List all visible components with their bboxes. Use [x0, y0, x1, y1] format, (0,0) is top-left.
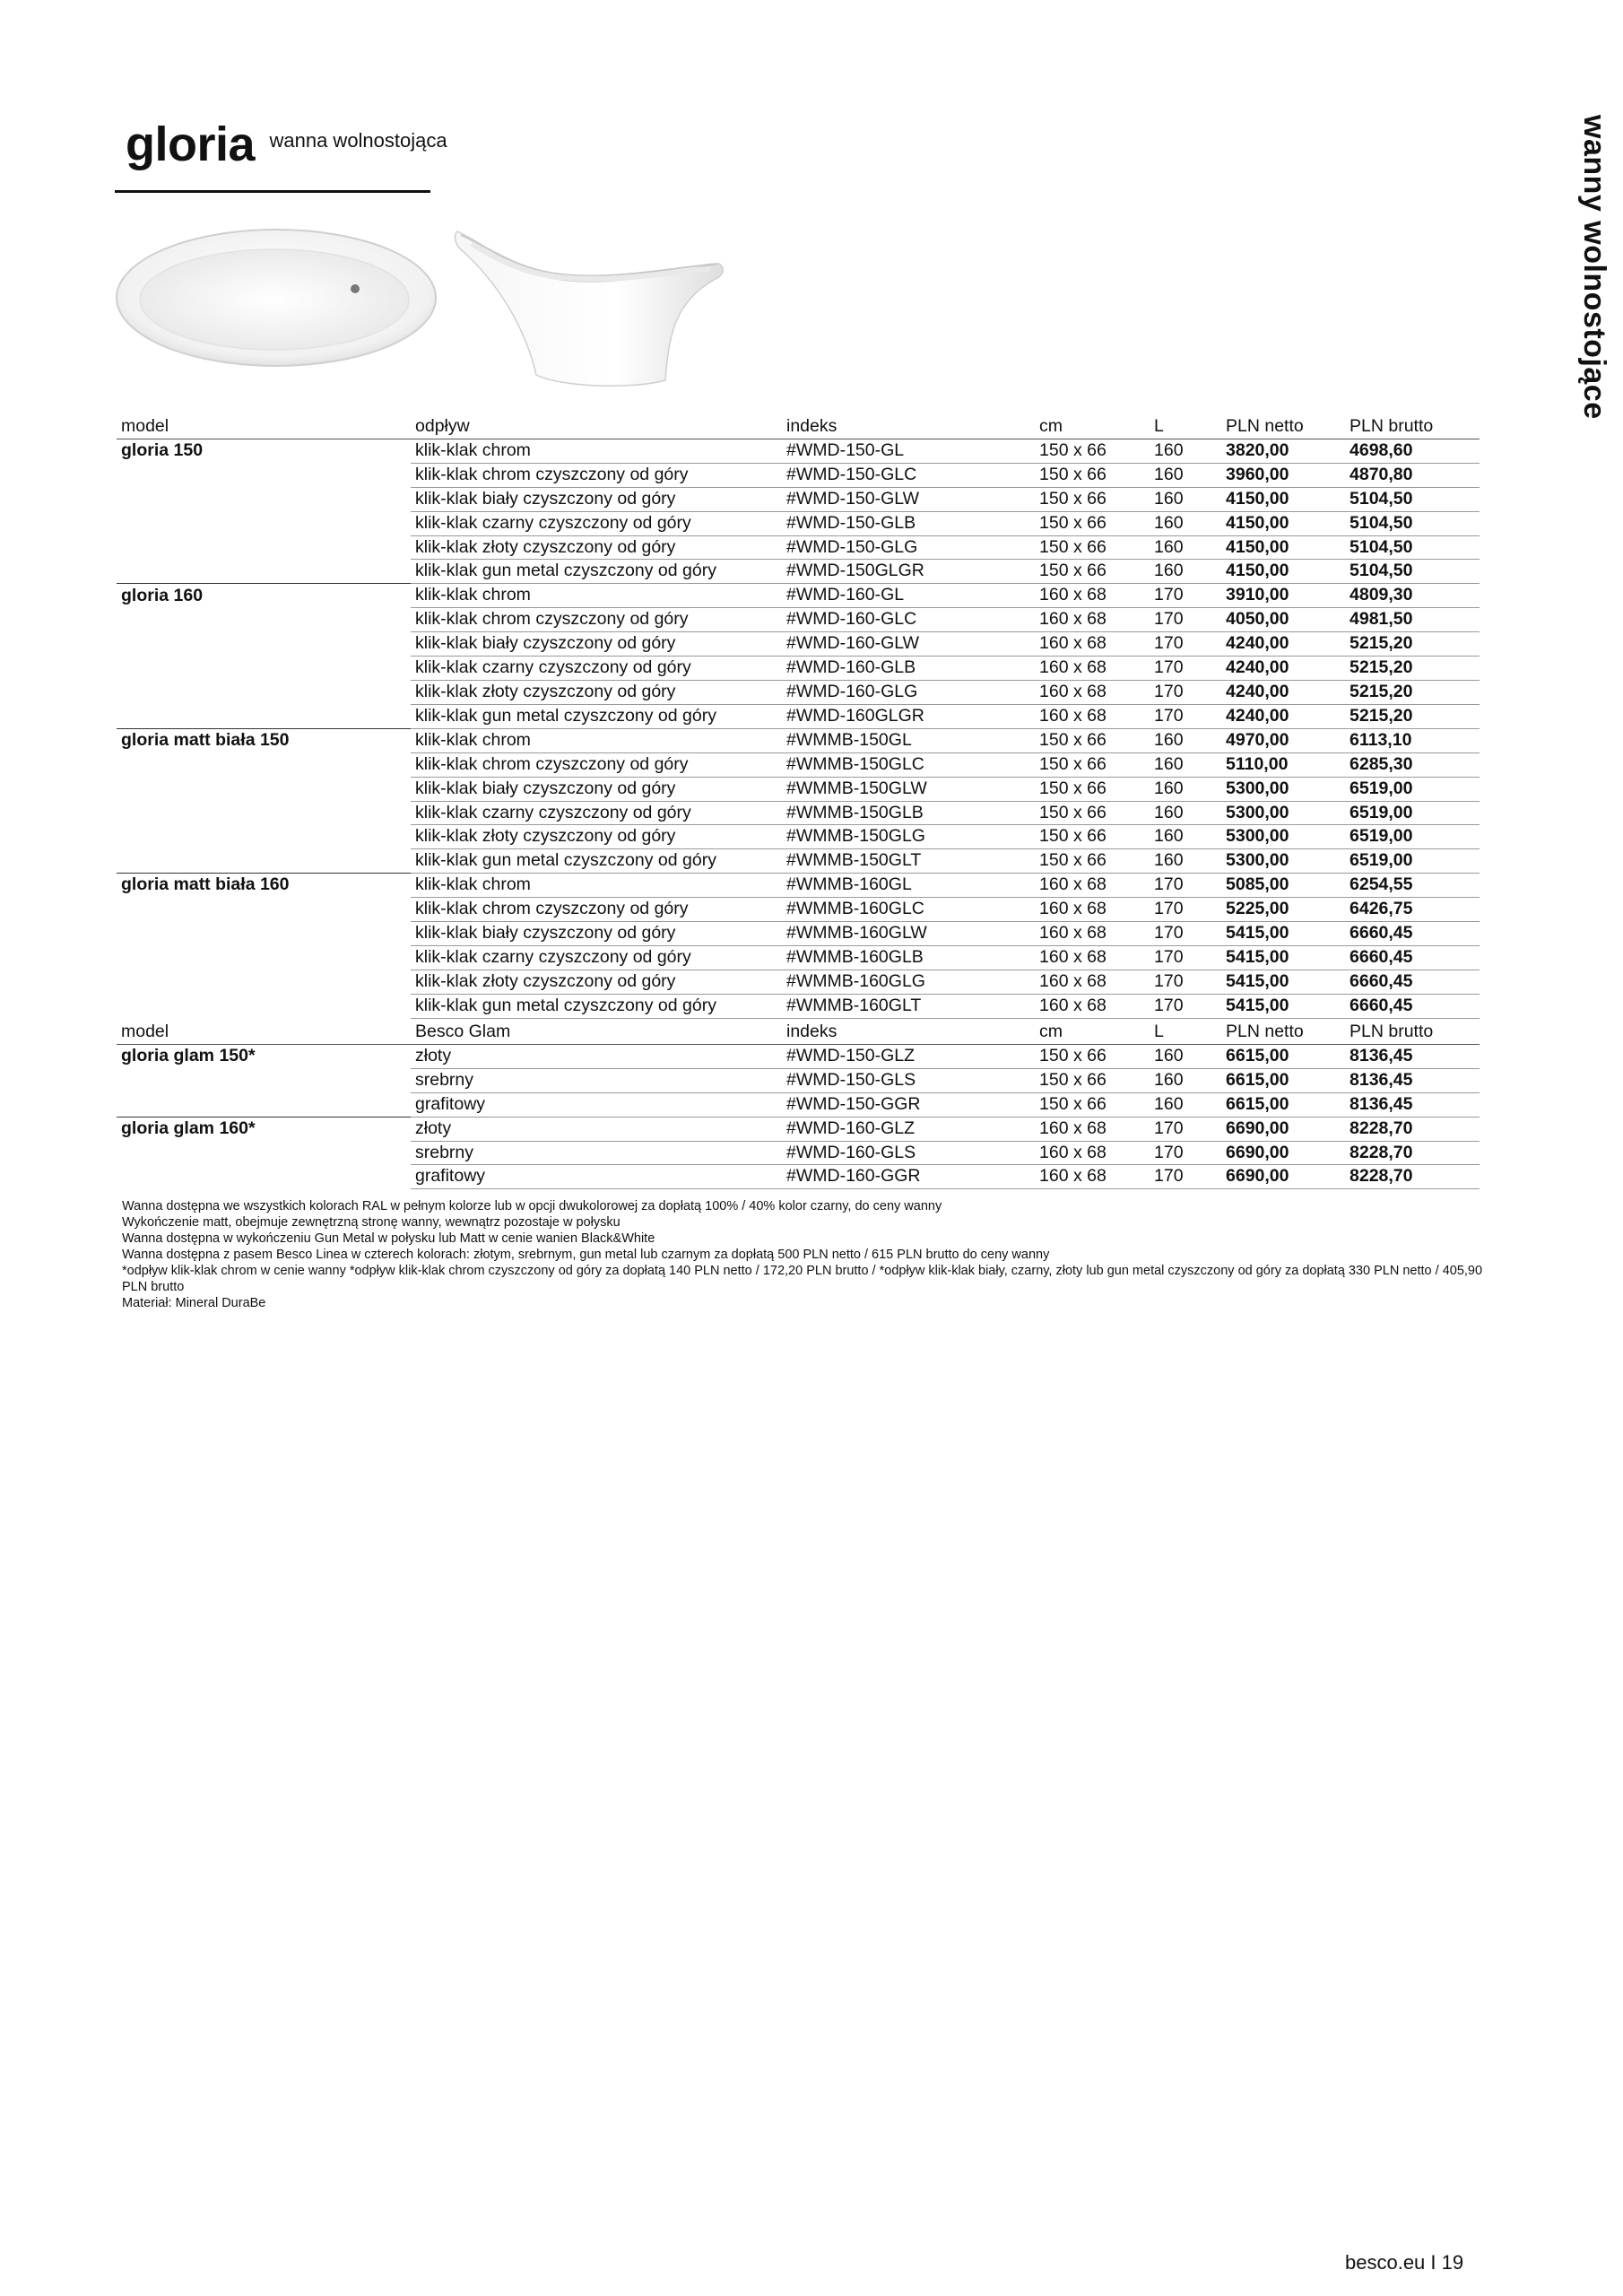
table-row	[117, 801, 1480, 825]
page-number: 19	[1441, 2251, 1464, 2274]
cell-net-price: 5225,00	[1221, 898, 1345, 922]
cell-drain: grafitowy	[411, 1092, 782, 1117]
cell-size: 150 x 66	[1035, 1068, 1150, 1092]
cell-volume: 160	[1150, 801, 1221, 825]
cell-gross-price: 5104,50	[1345, 560, 1480, 584]
cell-net-price: 3960,00	[1221, 463, 1345, 487]
cell-drain: klik-klak biały czyszczony od góry	[411, 777, 782, 801]
table-row	[117, 608, 1480, 632]
cell-size: 150 x 66	[1035, 560, 1150, 584]
cell-index: #WMD-150-GLZ	[782, 1044, 1035, 1068]
cell-gross-price: 8136,45	[1345, 1068, 1480, 1092]
cell-index: #WMD-150-GL	[782, 439, 1035, 463]
col-header-drain: odpływ	[411, 415, 782, 439]
cell-size: 160 x 68	[1035, 704, 1150, 728]
cell-size: 160 x 68	[1035, 970, 1150, 994]
cell-drain: klik-klak chrom	[411, 439, 782, 463]
cell-volume: 160	[1150, 752, 1221, 777]
cell-index: #WMMB-160GLC	[782, 898, 1035, 922]
cell-model	[117, 898, 411, 922]
cell-volume: 170	[1150, 945, 1221, 970]
cell-drain: klik-klak czarny czyszczony od góry	[411, 657, 782, 681]
cell-net-price: 6615,00	[1221, 1092, 1345, 1117]
cell-size: 160 x 68	[1035, 632, 1150, 657]
cell-drain: złoty	[411, 1044, 782, 1068]
cell-size: 150 x 66	[1035, 849, 1150, 874]
cell-size: 150 x 66	[1035, 777, 1150, 801]
cell-model	[117, 945, 411, 970]
cell-net-price: 6690,00	[1221, 1165, 1345, 1189]
cell-volume: 170	[1150, 584, 1221, 608]
cell-gross-price: 6426,75	[1345, 898, 1480, 922]
cell-index: #WMD-150-GLB	[782, 511, 1035, 535]
table-row	[117, 994, 1480, 1018]
cell-gross-price: 4870,80	[1345, 463, 1480, 487]
cell-index: #WMMB-160GL	[782, 874, 1035, 898]
cell-index: #WMD-160-GGR	[782, 1165, 1035, 1189]
cell-net-price: 5300,00	[1221, 825, 1345, 849]
cell-index: #WMMB-160GLG	[782, 970, 1035, 994]
table-row	[117, 1117, 1480, 1141]
cell-volume: 170	[1150, 608, 1221, 632]
cell-gross-price: 8136,45	[1345, 1092, 1480, 1117]
cell-model: gloria glam 160*	[117, 1117, 411, 1141]
table-row	[117, 849, 1480, 874]
cell-gross-price: 8228,70	[1345, 1165, 1480, 1189]
cell-volume: 160	[1150, 728, 1221, 752]
cell-drain: grafitowy	[411, 1165, 782, 1189]
cell-net-price: 4240,00	[1221, 632, 1345, 657]
cell-gross-price: 5215,20	[1345, 680, 1480, 704]
cell-gross-price: 8228,70	[1345, 1141, 1480, 1165]
cell-drain: klik-klak chrom czyszczony od góry	[411, 608, 782, 632]
cell-size: 150 x 66	[1035, 511, 1150, 535]
cell-index: #WMD-160-GLC	[782, 608, 1035, 632]
cell-index: #WMMB-150GL	[782, 728, 1035, 752]
footnote: *odpływ klik-klak chrom w cenie wanny *odpływ klik-klak chrom czyszczony od góry za dopłatą 140 PLN netto / 172,20 PLN brutto / *odpływ klik-klak biały, czarny, złoty lub gun metal czyszczony od góry za dopłatą 330 PLN netto / 405,90 PLN brutto	[122, 1264, 1483, 1294]
cell-drain: klik-klak gun metal czyszczony od góry	[411, 994, 782, 1018]
product-title: gloria	[126, 117, 256, 171]
cell-size: 150 x 66	[1035, 1092, 1150, 1117]
website-link[interactable]: besco.eu	[1345, 2251, 1426, 2274]
cell-size: 160 x 68	[1035, 898, 1150, 922]
table-row	[117, 1165, 1480, 1189]
table-row	[117, 970, 1480, 994]
cell-net-price: 5300,00	[1221, 849, 1345, 874]
cell-net-price: 3910,00	[1221, 584, 1345, 608]
page-footer	[1345, 2251, 1463, 2274]
cell-size: 150 x 66	[1035, 1044, 1150, 1068]
cell-size: 150 x 66	[1035, 801, 1150, 825]
cell-net-price: 5415,00	[1221, 970, 1345, 994]
cell-gross-price: 5215,20	[1345, 657, 1480, 681]
table-row	[117, 1141, 1480, 1165]
col-header-gross-price: PLN brutto	[1345, 415, 1480, 439]
table-row	[117, 704, 1480, 728]
cell-gross-price: 6519,00	[1345, 801, 1480, 825]
cell-net-price: 4150,00	[1221, 535, 1345, 560]
table-header-row	[117, 415, 1480, 439]
cell-net-price: 5300,00	[1221, 801, 1345, 825]
table-row	[117, 874, 1480, 898]
cell-index: #WMMB-160GLW	[782, 922, 1035, 946]
cell-volume: 160	[1150, 511, 1221, 535]
cell-gross-price: 4698,60	[1345, 439, 1480, 463]
col-header-net-price: PLN netto	[1221, 415, 1345, 439]
cell-size: 160 x 68	[1035, 584, 1150, 608]
cell-index: #WMMB-150GLT	[782, 849, 1035, 874]
col-header-index: indeks	[782, 415, 1035, 439]
cell-net-price: 5300,00	[1221, 777, 1345, 801]
cell-index: #WMD-150GLGR	[782, 560, 1035, 584]
cell-drain: srebrny	[411, 1068, 782, 1092]
product-subtitle: wanna wolnostojąca	[269, 129, 447, 152]
cell-drain: klik-klak czarny czyszczony od góry	[411, 945, 782, 970]
cell-model	[117, 994, 411, 1018]
cell-drain: klik-klak złoty czyszczony od góry	[411, 825, 782, 849]
cell-index: #WMMB-150GLB	[782, 801, 1035, 825]
cell-net-price: 4150,00	[1221, 487, 1345, 511]
table-row	[117, 1068, 1480, 1092]
cell-model	[117, 657, 411, 681]
cell-size: 160 x 68	[1035, 945, 1150, 970]
cell-index: #WMD-150-GGR	[782, 1092, 1035, 1117]
col-header-volume: L	[1150, 1021, 1221, 1044]
cell-net-price: 5415,00	[1221, 994, 1345, 1018]
cell-net-price: 4050,00	[1221, 608, 1345, 632]
cell-drain: klik-klak gun metal czyszczony od góry	[411, 704, 782, 728]
cell-model	[117, 922, 411, 946]
cell-net-price: 4240,00	[1221, 704, 1345, 728]
cell-gross-price: 5104,50	[1345, 535, 1480, 560]
col-header-volume: L	[1150, 415, 1221, 439]
cell-model	[117, 825, 411, 849]
col-header-size: cm	[1035, 1021, 1150, 1044]
cell-gross-price: 6254,55	[1345, 874, 1480, 898]
table-row	[117, 752, 1480, 777]
footnote: Wanna dostępna w wykończeniu Gun Metal w połysku lub Matt w cenie wanien Black&White	[122, 1231, 655, 1246]
cell-index: #WMD-160GLGR	[782, 704, 1035, 728]
cell-model: gloria glam 150*	[117, 1044, 411, 1068]
table-row	[117, 584, 1480, 608]
cell-drain: klik-klak chrom czyszczony od góry	[411, 463, 782, 487]
cell-model	[117, 632, 411, 657]
cell-gross-price: 6519,00	[1345, 777, 1480, 801]
cell-drain: klik-klak złoty czyszczony od góry	[411, 970, 782, 994]
cell-drain: złoty	[411, 1117, 782, 1141]
cell-gross-price: 8228,70	[1345, 1117, 1480, 1141]
cell-model	[117, 1141, 411, 1165]
cell-drain: klik-klak złoty czyszczony od góry	[411, 535, 782, 560]
cell-size: 160 x 68	[1035, 1141, 1150, 1165]
cell-volume: 170	[1150, 1141, 1221, 1165]
col-header-gross-price: PLN brutto	[1345, 1021, 1480, 1044]
cell-model	[117, 801, 411, 825]
cell-model: gloria 150	[117, 439, 411, 463]
pricing-table-drains	[117, 415, 1480, 1019]
table-row	[117, 632, 1480, 657]
page-heading	[126, 117, 447, 172]
cell-gross-price: 5104,50	[1345, 487, 1480, 511]
table-row	[117, 535, 1480, 560]
cell-drain: klik-klak chrom czyszczony od góry	[411, 898, 782, 922]
cell-net-price: 6690,00	[1221, 1117, 1345, 1141]
cell-drain: klik-klak biały czyszczony od góry	[411, 922, 782, 946]
cell-size: 150 x 66	[1035, 825, 1150, 849]
col-header-size: cm	[1035, 415, 1150, 439]
table-row	[117, 439, 1480, 463]
cell-index: #WMD-160-GLZ	[782, 1117, 1035, 1141]
cell-net-price: 4150,00	[1221, 560, 1345, 584]
cell-index: #WMD-150-GLG	[782, 535, 1035, 560]
table-row	[117, 487, 1480, 511]
cell-index: #WMD-160-GL	[782, 584, 1035, 608]
cell-volume: 160	[1150, 535, 1221, 560]
table-row	[117, 680, 1480, 704]
cell-model	[117, 535, 411, 560]
cell-volume: 160	[1150, 1068, 1221, 1092]
cell-net-price: 5110,00	[1221, 752, 1345, 777]
cell-gross-price: 5215,20	[1345, 632, 1480, 657]
cell-volume: 170	[1150, 1165, 1221, 1189]
cell-size: 160 x 68	[1035, 994, 1150, 1018]
cell-index: #WMMB-150GLC	[782, 752, 1035, 777]
col-header-index: indeks	[782, 1021, 1035, 1044]
table-row	[117, 1044, 1480, 1068]
cell-volume: 170	[1150, 680, 1221, 704]
table-row	[117, 560, 1480, 584]
cell-volume: 170	[1150, 970, 1221, 994]
cell-size: 150 x 66	[1035, 463, 1150, 487]
cell-model	[117, 1092, 411, 1117]
cell-index: #WMMB-160GLT	[782, 994, 1035, 1018]
cell-model	[117, 704, 411, 728]
cell-model	[117, 608, 411, 632]
cell-volume: 170	[1150, 994, 1221, 1018]
col-header-model: model	[117, 415, 411, 439]
cell-drain: klik-klak czarny czyszczony od góry	[411, 511, 782, 535]
cell-size: 150 x 66	[1035, 487, 1150, 511]
cell-net-price: 3820,00	[1221, 439, 1345, 463]
cell-index: #WMD-160-GLG	[782, 680, 1035, 704]
cell-net-price: 4240,00	[1221, 657, 1345, 681]
table-row	[117, 657, 1480, 681]
cell-gross-price: 6113,10	[1345, 728, 1480, 752]
cell-model	[117, 849, 411, 874]
footnote: Wanna dostępna z pasem Besco Linea w czterech kolorach: złotym, srebrnym, gun metal lub czarnym za dopłatą 500 PLN netto / 615 PLN brutto do ceny wanny	[122, 1248, 1050, 1262]
cell-size: 150 x 66	[1035, 752, 1150, 777]
cell-volume: 170	[1150, 898, 1221, 922]
cell-index: #WMMB-160GLB	[782, 945, 1035, 970]
cell-drain: klik-klak biały czyszczony od góry	[411, 632, 782, 657]
cell-gross-price: 6660,45	[1345, 945, 1480, 970]
cell-gross-price: 4809,30	[1345, 584, 1480, 608]
cell-model	[117, 970, 411, 994]
cell-volume: 160	[1150, 1044, 1221, 1068]
table-row	[117, 825, 1480, 849]
cell-drain: klik-klak gun metal czyszczony od góry	[411, 849, 782, 874]
cell-volume: 170	[1150, 1117, 1221, 1141]
cell-model	[117, 487, 411, 511]
table-row	[117, 463, 1480, 487]
cell-model	[117, 1068, 411, 1092]
cell-gross-price: 5215,20	[1345, 704, 1480, 728]
table-header-row	[117, 1021, 1480, 1044]
footnote: Wanna dostępna we wszystkich kolorach RAL w pełnym kolorze lub w opcji dwukolorowej za dopłatą 100% / 40% kolor czarny, do ceny wanny	[122, 1199, 942, 1213]
cell-drain: srebrny	[411, 1141, 782, 1165]
cell-model: gloria matt biała 160	[117, 874, 411, 898]
cell-size: 160 x 68	[1035, 657, 1150, 681]
footnotes	[122, 1198, 1485, 1311]
cell-size: 160 x 68	[1035, 874, 1150, 898]
cell-drain: klik-klak chrom	[411, 874, 782, 898]
cell-net-price: 6690,00	[1221, 1141, 1345, 1165]
cell-volume: 160	[1150, 777, 1221, 801]
cell-volume: 160	[1150, 487, 1221, 511]
footer-separator: I	[1430, 2251, 1436, 2274]
cell-model	[117, 511, 411, 535]
cell-model	[117, 752, 411, 777]
cell-size: 150 x 66	[1035, 728, 1150, 752]
bathtub-side-view-image	[454, 221, 732, 391]
table-row	[117, 777, 1480, 801]
cell-volume: 170	[1150, 922, 1221, 946]
cell-volume: 160	[1150, 560, 1221, 584]
cell-gross-price: 4981,50	[1345, 608, 1480, 632]
cell-model	[117, 777, 411, 801]
cell-drain: klik-klak chrom	[411, 584, 782, 608]
cell-drain: klik-klak złoty czyszczony od góry	[411, 680, 782, 704]
table-row	[117, 1092, 1480, 1117]
cell-volume: 160	[1150, 825, 1221, 849]
footnote: Materiał: Mineral DuraBe	[122, 1296, 266, 1310]
cell-net-price: 5415,00	[1221, 922, 1345, 946]
cell-gross-price: 6519,00	[1345, 825, 1480, 849]
cell-gross-price: 6660,45	[1345, 922, 1480, 946]
cell-drain: klik-klak gun metal czyszczony od góry	[411, 560, 782, 584]
cell-model: gloria matt biała 150	[117, 728, 411, 752]
table-row	[117, 898, 1480, 922]
cell-net-price: 4150,00	[1221, 511, 1345, 535]
cell-volume: 160	[1150, 439, 1221, 463]
cell-net-price: 6615,00	[1221, 1044, 1345, 1068]
cell-model	[117, 463, 411, 487]
category-side-label: wanny wolnostojące	[1577, 115, 1611, 420]
cell-volume: 160	[1150, 1092, 1221, 1117]
cell-volume: 170	[1150, 704, 1221, 728]
cell-gross-price: 6660,45	[1345, 994, 1480, 1018]
cell-size: 150 x 66	[1035, 439, 1150, 463]
cell-size: 160 x 68	[1035, 1165, 1150, 1189]
cell-size: 160 x 68	[1035, 1117, 1150, 1141]
cell-volume: 170	[1150, 657, 1221, 681]
pricing-table-glam	[117, 1021, 1480, 1189]
cell-size: 150 x 66	[1035, 535, 1150, 560]
cell-drain: klik-klak chrom czyszczony od góry	[411, 752, 782, 777]
cell-index: #WMMB-150GLG	[782, 825, 1035, 849]
cell-index: #WMD-160-GLW	[782, 632, 1035, 657]
footnote: Wykończenie matt, obejmuje zewnętrzną stronę wanny, wewnątrz pozostaje w połysku	[122, 1215, 621, 1230]
cell-net-price: 6615,00	[1221, 1068, 1345, 1092]
cell-index: #WMMB-150GLW	[782, 777, 1035, 801]
table-row	[117, 945, 1480, 970]
cell-index: #WMD-150-GLC	[782, 463, 1035, 487]
cell-model: gloria 160	[117, 584, 411, 608]
cell-gross-price: 8136,45	[1345, 1044, 1480, 1068]
cell-volume: 170	[1150, 632, 1221, 657]
cell-drain: klik-klak chrom	[411, 728, 782, 752]
cell-index: #WMD-150-GLW	[782, 487, 1035, 511]
bathtub-top-view-image	[115, 226, 438, 370]
cell-volume: 160	[1150, 849, 1221, 874]
table-row	[117, 728, 1480, 752]
cell-volume: 160	[1150, 463, 1221, 487]
cell-index: #WMD-160-GLB	[782, 657, 1035, 681]
cell-model	[117, 1165, 411, 1189]
title-underline	[115, 190, 430, 193]
cell-net-price: 5415,00	[1221, 945, 1345, 970]
cell-model	[117, 680, 411, 704]
table-row	[117, 922, 1480, 946]
cell-size: 160 x 68	[1035, 922, 1150, 946]
cell-size: 160 x 68	[1035, 608, 1150, 632]
cell-model	[117, 560, 411, 584]
col-header-glam: Besco Glam	[411, 1021, 782, 1044]
cell-gross-price: 6285,30	[1345, 752, 1480, 777]
cell-size: 160 x 68	[1035, 680, 1150, 704]
cell-net-price: 5085,00	[1221, 874, 1345, 898]
table-row	[117, 511, 1480, 535]
col-header-model: model	[117, 1021, 411, 1044]
cell-drain: klik-klak biały czyszczony od góry	[411, 487, 782, 511]
cell-net-price: 4970,00	[1221, 728, 1345, 752]
cell-index: #WMD-160-GLS	[782, 1141, 1035, 1165]
cell-gross-price: 5104,50	[1345, 511, 1480, 535]
cell-drain: klik-klak czarny czyszczony od góry	[411, 801, 782, 825]
cell-volume: 170	[1150, 874, 1221, 898]
col-header-net-price: PLN netto	[1221, 1021, 1345, 1044]
cell-net-price: 4240,00	[1221, 680, 1345, 704]
cell-index: #WMD-150-GLS	[782, 1068, 1035, 1092]
cell-gross-price: 6519,00	[1345, 849, 1480, 874]
cell-gross-price: 6660,45	[1345, 970, 1480, 994]
